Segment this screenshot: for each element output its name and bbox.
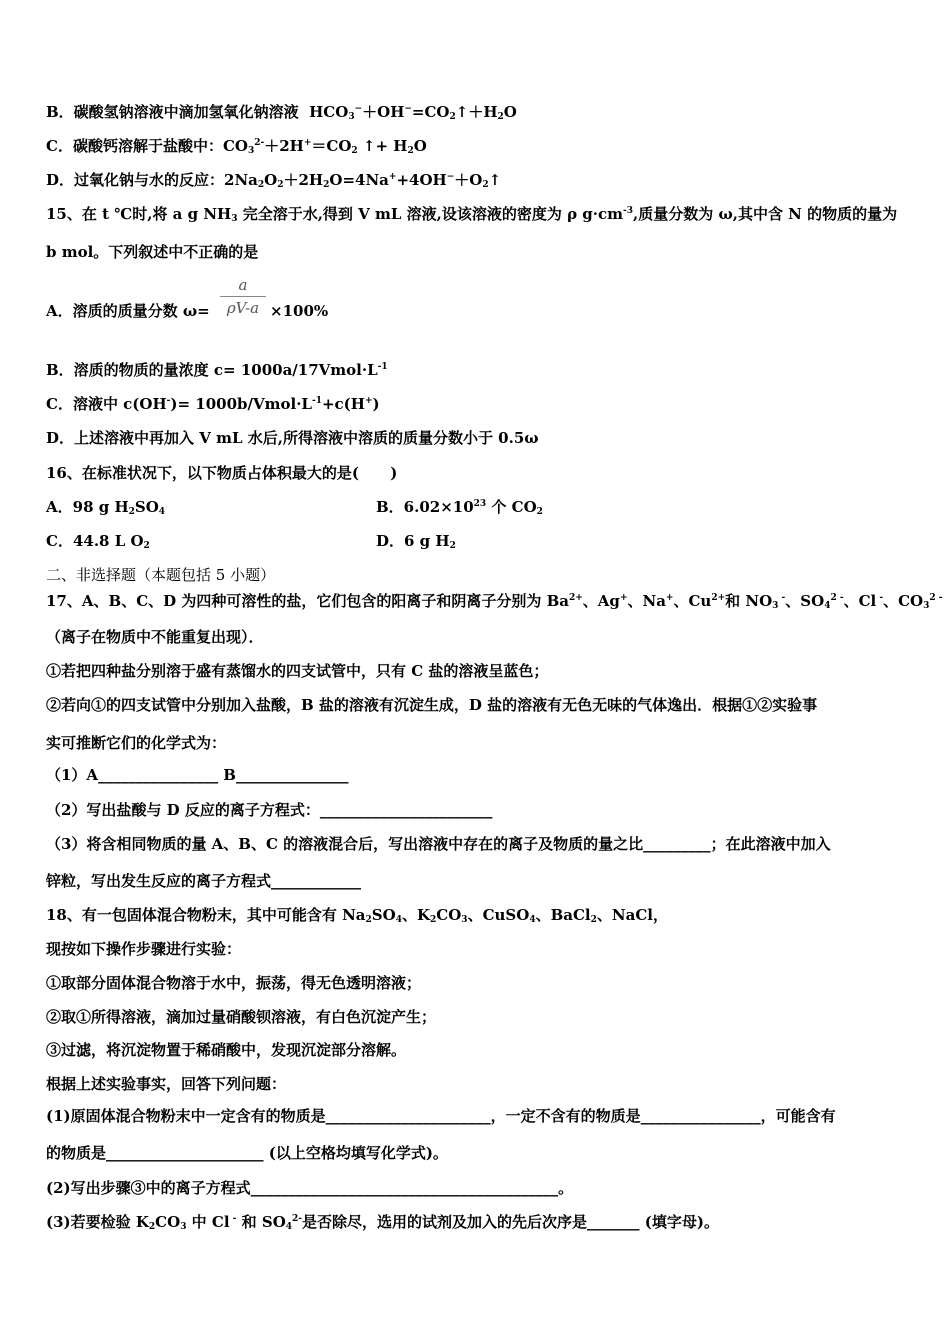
- q18-part-2: (2)写出步骤③中的离子方程式_________________________________________。: [46, 1179, 574, 1197]
- q16-option-d: D．6 g $H_2$: [376, 532, 456, 551]
- fraction-numerator: a: [238, 276, 248, 294]
- q15-stem-line1: 15、在 t ℃时,将 a g $NH_3$ 完全溶于水,得到 V mL 溶液,设该溶液的密度为 ρ $g\cdot cm^{-3}$,质量分数为 ω,其中含 N 的物质的量为: [46, 205, 898, 224]
- mass-fraction-formula: [220, 276, 266, 317]
- q16-option-a: A．98 g $H_2SO_4$: [46, 498, 166, 517]
- q14-option-d: D．过氧化钠与水的反应：$2Na_2O_2+2H_2O=4Na^++4OH^-+O_2↑$: [46, 171, 502, 190]
- q14-option-b: B．碳酸氢钠溶液中滴加氢氧化钠溶液 $HCO_3^-+OH^-=CO_2↑+H_2O$: [46, 103, 517, 122]
- q17-condition-1: ①若把四种盐分别溶于盛有蒸馏水的四支试管中，只有 C 盐的溶液呈蓝色；: [46, 662, 549, 680]
- q18-instructions: 现按如下操作步骤进行实验：: [46, 940, 242, 958]
- q15-stem-line2: b mol。下列叙述中不正确的是: [46, 243, 259, 261]
- q14-option-c: C．碳酸钙溶解于盐酸中：$CO_3^{2-}+2H^+=CO_2$ ↑+ $H_2O$: [46, 137, 427, 156]
- fraction-denominator: ρV-a: [226, 299, 260, 317]
- q15-option-a-label: A．溶质的质量分数 ω=: [46, 302, 210, 320]
- q17-stem-line2: （离子在物质中不能重复出现）．: [46, 628, 264, 646]
- q17-condition-2: ②若向①的四支试管中分别加入盐酸，B 盐的溶液有沉淀生成，D 盐的溶液有无色无味的气体逸出．根据①②实验事: [46, 696, 818, 714]
- q18-prompt: 根据上述实验事实，回答下列问题：: [46, 1075, 287, 1093]
- q17-part-3-line1: （3）将含相同物质的量 A、B、C 的溶液混合后，写出溶液中存在的离子及物质的量之比_________；在此溶液中加入: [46, 835, 831, 853]
- fraction-bar: [220, 296, 266, 297]
- q15-option-c: C．溶液中 $c(OH^-)= 1000b/Vmol\cdot L^{-1}+c(H^+)$: [46, 395, 380, 413]
- q15-option-d: D．上述溶液中再加入 V mL 水后,所得溶液中溶质的质量分数小于 0.5ω: [46, 429, 539, 447]
- q18-stem: 18、有一包固体混合物粉末，其中可能含有 $Na_2SO_4$、$K_2CO_3$、CuSO$_4$、BaCl$_2$、NaCl，: [46, 906, 668, 925]
- q17-part-1: （1）A________________ B_______________: [46, 766, 349, 784]
- q17-condition-2-cont: 实可推断它们的化学式为：: [46, 734, 227, 752]
- q18-part-3: (3)若要检验 $K_2CO_3$ 中 Cl - 和 $SO_4^{2-}$是否除尽，选用的试剂及加入的先后次序是_______ (填字母)。: [46, 1213, 719, 1232]
- q18-part-1-line1: (1)原固体混合物粉末中一定含有的物质是______________________，一定不含有的物质是________________，可能含有: [46, 1107, 836, 1125]
- q17-stem-line1: 17、A、B、C、D 为四种可溶性的盐，它们包含的阳离子和阴离子分别为 $Ba^{2+}$、Ag+、Na+、$Cu^{2+}$和 $NO_3$ -、$SO_4^{2 -}$、Cl -、$CO_3^{2 -}$: [46, 592, 943, 611]
- q16-option-b: B．$6.02\times 10^{23}$ 个 $CO_2$: [376, 498, 543, 517]
- q15-option-a-percent: ×100%: [270, 302, 329, 320]
- q18-step-2: ②取①所得溶液，滴加过量硝酸钡溶液，有白色沉淀产生；: [46, 1008, 437, 1026]
- q16-stem: 16、在标准状况下，以下物质占体积最大的是( ): [46, 464, 398, 482]
- q17-part-2: （2）写出盐酸与 D 反应的离子方程式：_______________________: [46, 801, 493, 819]
- q17-part-3-line2: 锌粒，写出发生反应的离子方程式____________: [46, 872, 362, 890]
- section-two-heading: 二、非选择题（本题包括 5 小题）: [46, 566, 276, 584]
- q18-step-3: ③过滤，将沉淀物置于稀硝酸中，发现沉淀部分溶解。: [46, 1041, 407, 1059]
- q18-part-1-line2: 的物质是_____________________ (以上空格均填写化学式)。: [46, 1144, 448, 1162]
- q15-option-b: B．溶质的物质的量浓度 $c= 1000a/17Vmol\cdot L^{-1}$: [46, 361, 388, 379]
- q16-option-c: C．44.8 L $O_2$: [46, 532, 150, 551]
- q18-step-1: ①取部分固体混合物溶于水中，振荡，得无色透明溶液；: [46, 974, 422, 992]
